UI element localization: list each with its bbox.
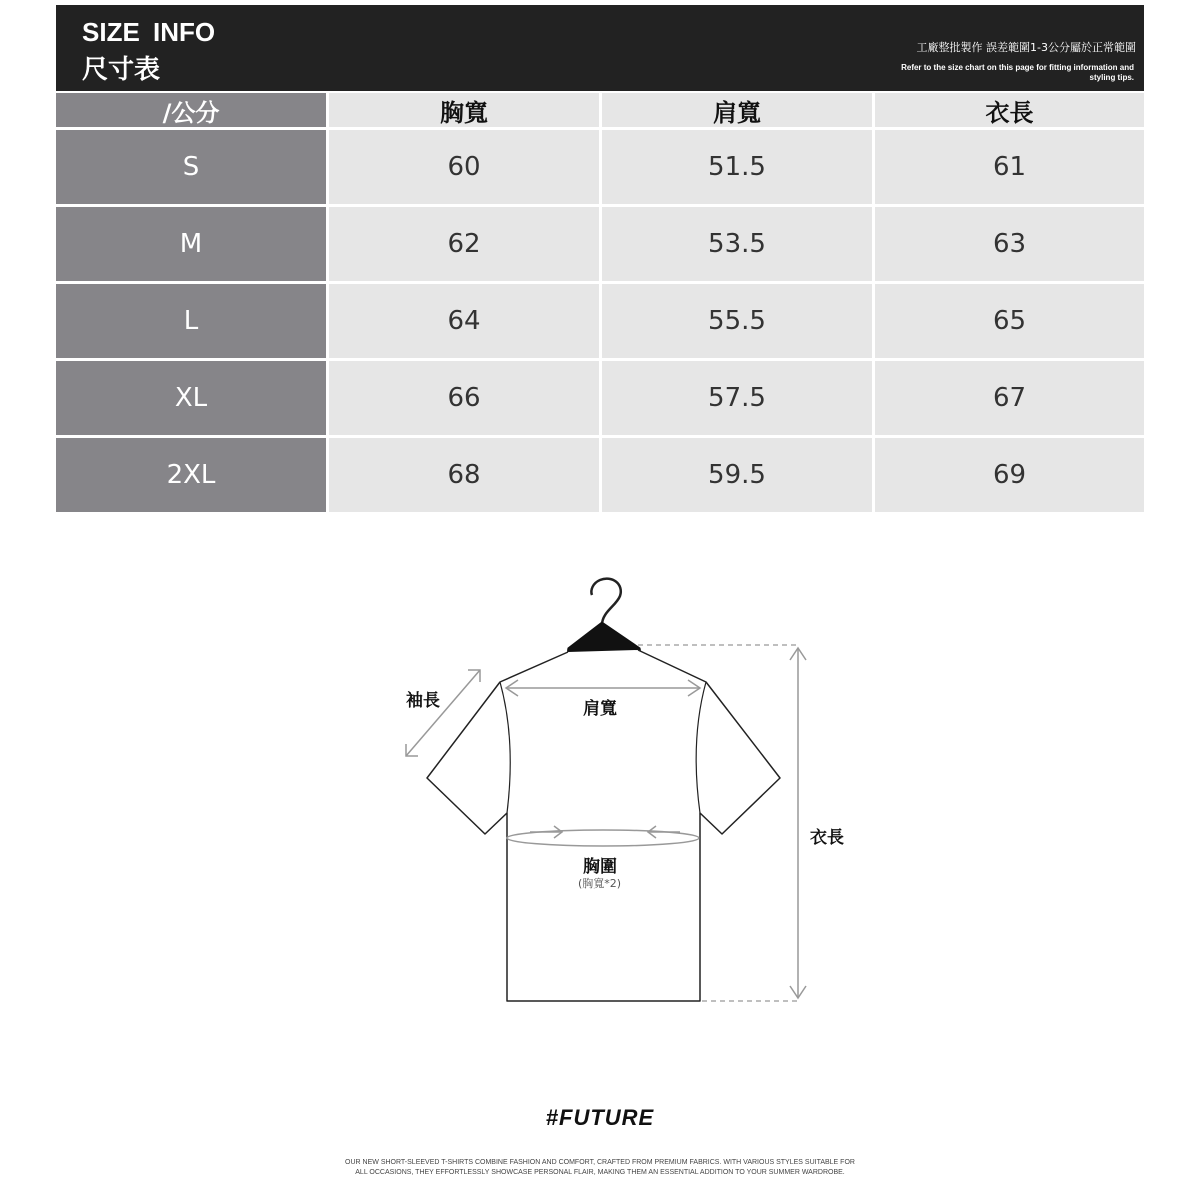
shoulder-cell: 53.5: [602, 207, 872, 281]
header-bar: [56, 5, 1144, 91]
length-cell: 63: [875, 207, 1144, 281]
body-length-label: 衣長: [810, 828, 844, 848]
tshirt-measurement-diagram: [390, 570, 870, 1020]
tolerance-note: 工廠整批製作 誤差範圍1-3公分屬於正常範圍: [916, 41, 1136, 54]
shoulder-width-label: 肩寬: [583, 699, 617, 719]
table-row: [56, 358, 1144, 435]
chest-cell: 68: [329, 438, 599, 512]
chest-note: (胸寬*2): [578, 877, 622, 890]
length-cell: 67: [875, 361, 1144, 435]
column-header-shoulder: 肩寬: [602, 93, 872, 127]
tshirt-outline-graphic: [390, 570, 870, 1020]
column-header-unit: /公分: [56, 93, 326, 127]
chest-cell: 66: [329, 361, 599, 435]
shoulder-cell: 51.5: [602, 130, 872, 204]
title-chinese: 尺寸表: [82, 55, 161, 85]
shoulder-cell: 55.5: [602, 284, 872, 358]
chest-cell: 64: [329, 284, 599, 358]
length-cell: 61: [875, 130, 1144, 204]
table-row: [56, 127, 1144, 204]
product-description: OUR NEW SHORT-SLEEVED T-SHIRTS COMBINE FASHION AND COMFORT, CRAFTED FROM PREMIUM FABRICS. WITH VARIOUS STYLES SUITABLE FOR ALL OCCASIONS, THEY EFFORTLESSLY SHOWCASE PERSONAL FLAIR, MAKING THEM AN ESSENTIAL ADDITION TO YOUR SUMMER WARDROBE.: [345, 1159, 855, 1176]
length-cell: 69: [875, 438, 1144, 512]
size-cell: 2XL: [56, 438, 326, 512]
shoulder-cell: 57.5: [602, 361, 872, 435]
hanger-hook: [591, 579, 620, 625]
title-english: SIZE INFO: [82, 17, 216, 47]
brand-logo: #FUTURE: [545, 1105, 655, 1130]
shoulder-cell: 59.5: [602, 438, 872, 512]
size-cell: S: [56, 130, 326, 204]
column-header-chest: 胸寬: [329, 93, 599, 127]
size-table: [56, 93, 1144, 512]
size-cell: XL: [56, 361, 326, 435]
table-row: [56, 435, 1144, 512]
chest-cell: 62: [329, 207, 599, 281]
column-header-length: 衣長: [875, 93, 1144, 127]
size-cell: L: [56, 284, 326, 358]
chest-label: 胸圍: [583, 857, 617, 877]
table-row: [56, 204, 1144, 281]
table-header-row: [56, 93, 1144, 127]
table-row: [56, 281, 1144, 358]
fitting-note: Refer to the size chart on this page for fitting information and styling tips.: [901, 63, 1134, 82]
chest-cell: 60: [329, 130, 599, 204]
length-cell: 65: [875, 284, 1144, 358]
size-cell: M: [56, 207, 326, 281]
sleeve-length-label: 袖長: [406, 691, 440, 711]
